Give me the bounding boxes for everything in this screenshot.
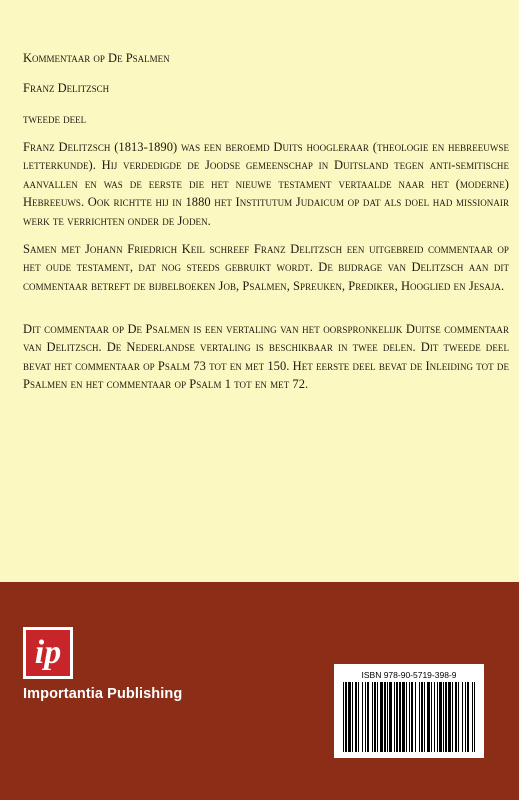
publisher-logo-text: ip	[34, 634, 62, 671]
book-title: Kommentaar op De Psalmen	[23, 51, 170, 65]
barcode-bar	[345, 682, 347, 752]
barcode-bar	[399, 682, 401, 752]
barcode-bar	[467, 682, 469, 752]
barcode-bar	[372, 682, 373, 752]
isbn-number: ISBN 978-90-5719-398-9	[361, 670, 457, 680]
barcode-bar	[362, 682, 363, 752]
barcode-bar	[419, 682, 420, 752]
barcode-bar	[380, 682, 383, 752]
barcode-bar	[406, 682, 407, 752]
barcode-bar	[427, 682, 430, 752]
barcode-bar	[452, 682, 453, 752]
barcode-bar	[445, 682, 447, 752]
barcode-bar	[411, 682, 413, 752]
barcode-bar	[343, 682, 344, 752]
publisher-logo	[23, 627, 73, 679]
barcode-bar	[367, 682, 369, 752]
barcode-bar	[365, 682, 366, 752]
barcode-bar	[396, 682, 398, 752]
barcode-bar	[409, 682, 410, 752]
barcode-bar	[448, 682, 451, 752]
publisher-band	[0, 582, 519, 800]
barcode-bars	[343, 682, 475, 752]
blurb-paragraph-1: Franz Delitzsch (1813-1890) was een beroemd Duits hoogleraar (theologie en hebreeuwse letterkunde). Hij verdedigde de Joodse gemeenschap in Duitsland tegen anti-semitische aanvallen en was de eerste die het nieuwe testament vertaalde naar het (moderne) Hebreeuws. Ook richtte hij in 1880 het Institutum Judaicum op dat als doel had missionair werk te verrichten onder de Joden.	[23, 140, 509, 228]
barcode-bar	[443, 682, 444, 752]
barcode-bar	[465, 682, 466, 752]
barcode-bar	[352, 682, 353, 752]
book-author: Franz Delitzsch	[23, 81, 110, 95]
barcode-bar	[472, 682, 473, 752]
barcode-bar	[387, 682, 388, 752]
barcode-bar	[358, 682, 359, 752]
isbn-barcode	[334, 664, 484, 758]
blurb-paragraph-3: Dit commentaar op De Psalmen is een vertaling van het oorspronkelijk Duitse commentaar van Delitzsch. De Nederlandse vertaling is beschikbaar in twee delen. Dit tweede deel bevat het commentaar op Psalm 73 tot en met 150. Het eerste deel bevat de Inleiding tot de Psalmen en het commentaar op Psalm 1 tot en met 72.	[23, 322, 509, 392]
book-volume: tweede deel	[23, 112, 87, 126]
barcode-bar	[431, 682, 432, 752]
barcode-bar	[402, 682, 405, 752]
barcode-bar	[474, 682, 475, 752]
barcode-bar	[434, 682, 435, 752]
barcode-bar	[437, 682, 438, 752]
barcode-bar	[355, 682, 357, 752]
publisher-name: Importantia Publishing	[23, 686, 183, 702]
barcode-bar	[374, 682, 376, 752]
barcode-bar	[439, 682, 442, 752]
barcode-bar	[384, 682, 386, 752]
barcode-bar	[458, 682, 459, 752]
barcode-bar	[421, 682, 423, 752]
barcode-bar	[348, 682, 351, 752]
barcode-bar	[389, 682, 392, 752]
blurb-paragraph-2: Samen met Johann Friedrich Keil schreef Franz Delitzsch een uitgebreid commentaar op het oude testament, dat nog steeds gebruikt wordt. De bijdrage van Delitzsch aan dit commentaar betreft de bijbelboeken Job, Psalmen, Spreuken, Prediker, Hooglied en Jesaja.	[23, 242, 509, 293]
barcode-bar	[462, 682, 463, 752]
barcode-bar	[377, 682, 378, 752]
barcode-bar	[415, 682, 416, 752]
barcode-bar	[394, 682, 395, 752]
barcode-bar	[424, 682, 425, 752]
barcode-bar	[455, 682, 457, 752]
